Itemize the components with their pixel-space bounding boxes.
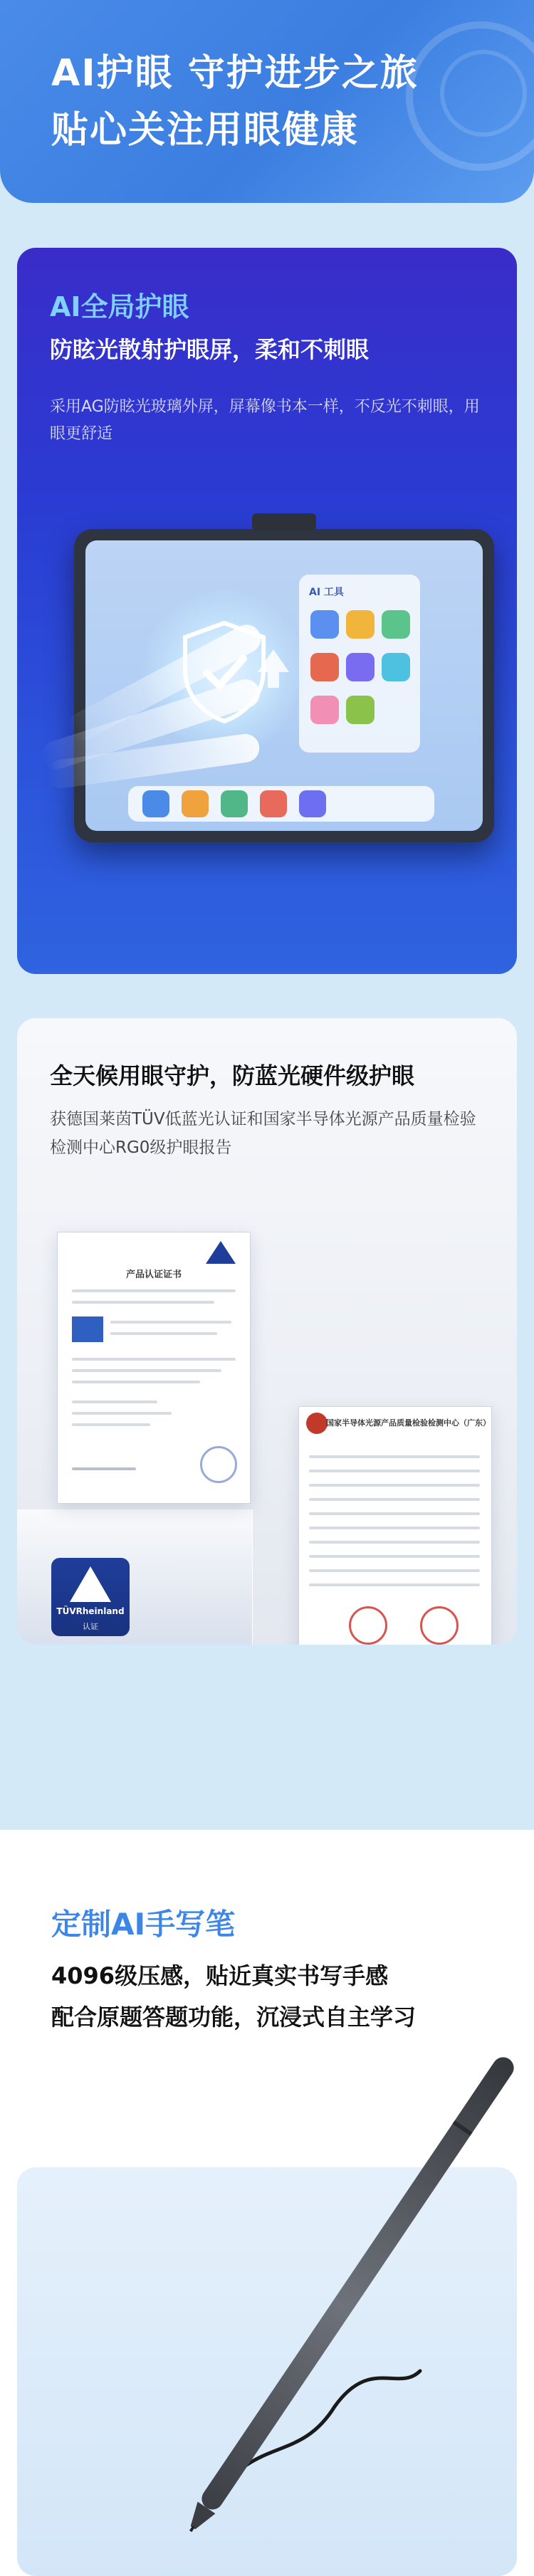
app-panel <box>299 575 420 753</box>
dock-icon <box>260 790 287 817</box>
certification-description: 获德国莱茵TÜV低蓝光认证和国家半导体光源产品质量检验检测中心RG0级护眼报告 <box>50 1110 476 1157</box>
hero-banner <box>0 0 534 203</box>
app-icon <box>382 653 410 681</box>
app-icon <box>310 653 339 681</box>
app-icon <box>346 696 375 724</box>
dock-icon <box>182 790 209 817</box>
stylus-icon <box>0 2036 534 2576</box>
app-panel-title: AI 工具 <box>309 587 344 598</box>
hero-title-line1: AI护眼 守护进步之旅 <box>51 52 419 95</box>
report-stamp-icon <box>420 1606 459 1645</box>
tuv-badge-label: 认证 <box>83 1622 98 1631</box>
app-dock <box>128 786 434 822</box>
app-icon <box>310 696 339 724</box>
hero-title-line2: 贴心关注用眼健康 <box>51 109 360 152</box>
arrow-up-icon <box>252 646 295 689</box>
app-icon <box>310 610 339 639</box>
tuv-badge <box>51 1558 130 1636</box>
ai-eye-care-card <box>17 248 517 974</box>
decorative-ring-inner <box>440 50 527 137</box>
ai-eye-care-description: 采用AG防眩光玻璃外屏，屏幕像书本一样，不反光不刺眼，用眼更舒适 <box>50 398 480 443</box>
app-icon <box>382 610 410 639</box>
dock-icon <box>221 790 248 817</box>
app-icon <box>346 653 375 681</box>
stylus-feature-line1: 4096级压感，贴近真实书写手感 <box>51 1962 389 1989</box>
report-stamp-icon <box>349 1606 387 1645</box>
rg0-test-report <box>298 1406 492 1645</box>
report-logo-icon <box>306 1413 328 1434</box>
stylus-title: 定制AI手写笔 <box>51 1907 236 1942</box>
certification-title: 全天候用眼守护，防蓝光硬件级护眼 <box>50 1062 415 1089</box>
tuv-badge-name: TÜVRheinland <box>56 1606 125 1616</box>
certification-card <box>17 1018 517 1645</box>
camera-module <box>252 513 316 530</box>
ai-eye-care-title: AI全局护眼 <box>50 291 189 323</box>
tuv-certificate <box>57 1232 251 1504</box>
tuv-logo-icon <box>204 1240 237 1265</box>
ai-eye-care-subtitle: 防眩光散射护眼屏，柔和不刺眼 <box>50 336 370 363</box>
certificate-label-icon <box>72 1316 103 1342</box>
certificate-title: 产品认证证书 <box>125 1269 182 1280</box>
stylus-feature-line2: 配合原题答题功能，沉浸式自主学习 <box>51 2004 417 2031</box>
dock-icon <box>142 790 169 817</box>
dock-icon <box>299 790 326 817</box>
certificate-seal-icon <box>200 1446 237 1483</box>
app-icon <box>346 610 375 639</box>
report-title: 国家半导体光源产品质量检验检测中心（广东） <box>326 1418 491 1428</box>
tuv-logo-icon <box>70 1566 111 1602</box>
